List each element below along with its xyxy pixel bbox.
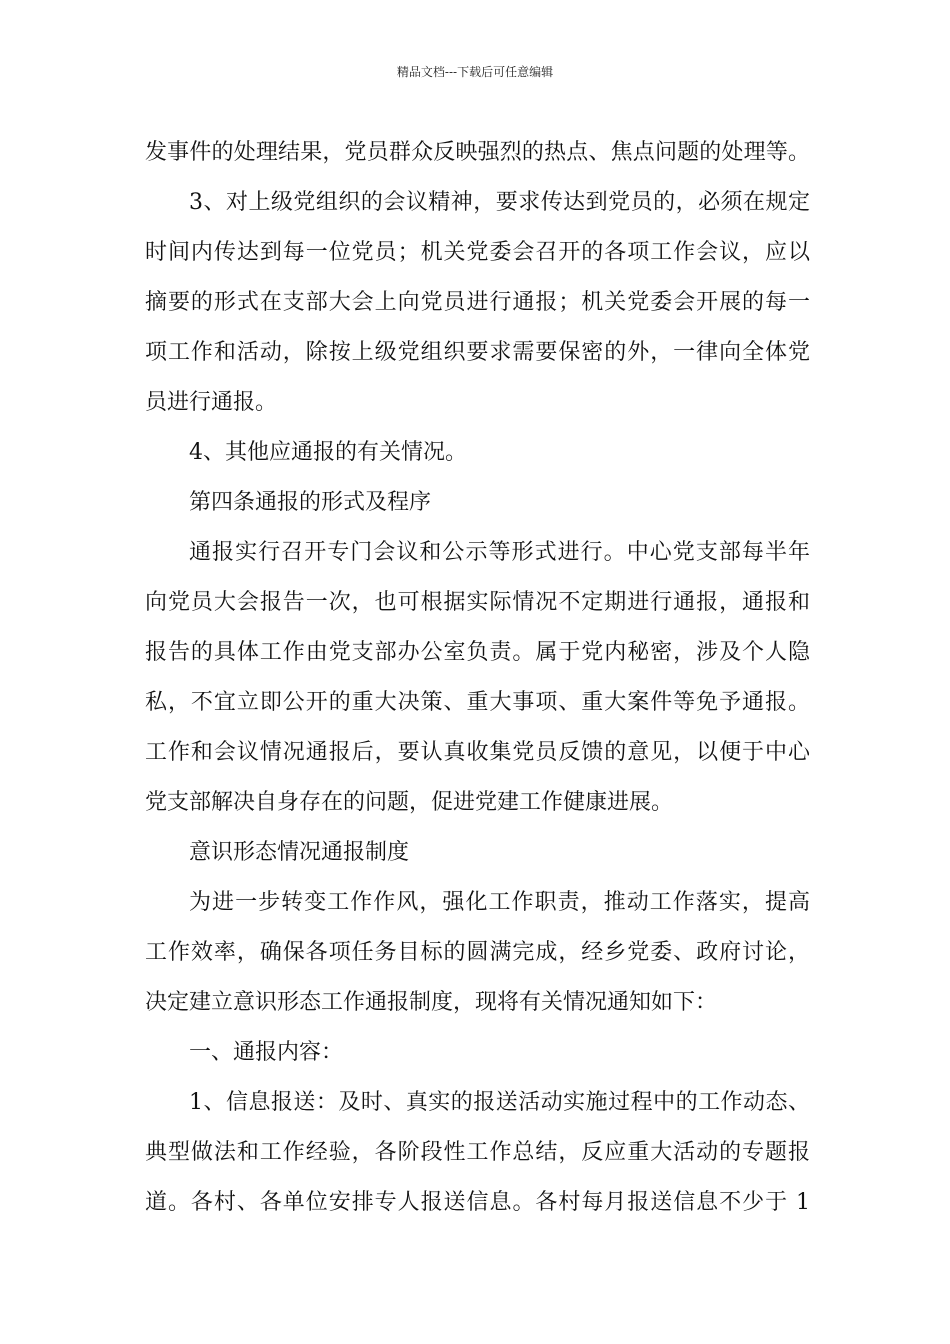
text-line: 典型做法和工作经验，各阶段性工作总结，反应重大活动的专题报 bbox=[145, 1140, 810, 1165]
text-line: 4、其他应通报的有关情况。 bbox=[189, 440, 467, 465]
text-line: 私，不宜立即公开的重大决策、重大事项、重大案件等免予通报。 bbox=[145, 690, 810, 715]
text-line: 员进行通报。 bbox=[145, 390, 278, 415]
section-heading: 一、通报内容： bbox=[189, 1040, 344, 1065]
section-heading: 第四条通报的形式及程序 bbox=[189, 490, 432, 515]
text-line: 时间内传达到每一位党员；机关党委会召开的各项工作会议，应以 bbox=[145, 240, 810, 265]
text-line: 1、信息报送：及时、真实的报送活动实施过程中的工作动态、 bbox=[189, 1090, 810, 1115]
section-heading: 意识形态情况通报制度 bbox=[189, 840, 410, 865]
text-line: 党支部解决自身存在的问题，促进党建工作健康进展。 bbox=[145, 790, 674, 815]
document-body bbox=[145, 128, 810, 1228]
text-line: 报告的具体工作由党支部办公室负责。属于党内秘密，涉及个人隐 bbox=[145, 640, 810, 665]
text-line: 为进一步转变工作作风，强化工作职责，推动工作落实，提高 bbox=[189, 890, 810, 915]
text-line: 决定建立意识形态工作通报制度，现将有关情况通知如下： bbox=[145, 990, 718, 1015]
text-line: 向党员大会报告一次，也可根据实际情况不定期进行通报，通报和 bbox=[145, 590, 810, 615]
text-line: 3、对上级党组织的会议精神，要求传达到党员的，必须在规定 bbox=[189, 190, 810, 215]
text-line: 通报实行召开专门会议和公示等形式进行。中心党支部每半年 bbox=[189, 540, 810, 565]
text-line: 工作和会议情况通报后，要认真收集党员反馈的意见，以便于中心 bbox=[145, 740, 810, 765]
page-header: 精品文档---下载后可任意编辑 bbox=[396, 65, 554, 79]
text-line: 发事件的处理结果，党员群众反映强烈的热点、焦点问题的处理等。 bbox=[145, 140, 810, 165]
text-line: 道。各村、各单位安排专人报送信息。各村每月报送信息不少于 1 bbox=[145, 1190, 810, 1215]
text-line: 摘要的形式在支部大会上向党员进行通报；机关党委会开展的每一 bbox=[145, 290, 810, 315]
text-line: 工作效率，确保各项任务目标的圆满完成，经乡党委、政府讨论， bbox=[145, 940, 810, 965]
text-line: 项工作和活动，除按上级党组织要求需要保密的外，一律向全体党 bbox=[145, 340, 810, 365]
